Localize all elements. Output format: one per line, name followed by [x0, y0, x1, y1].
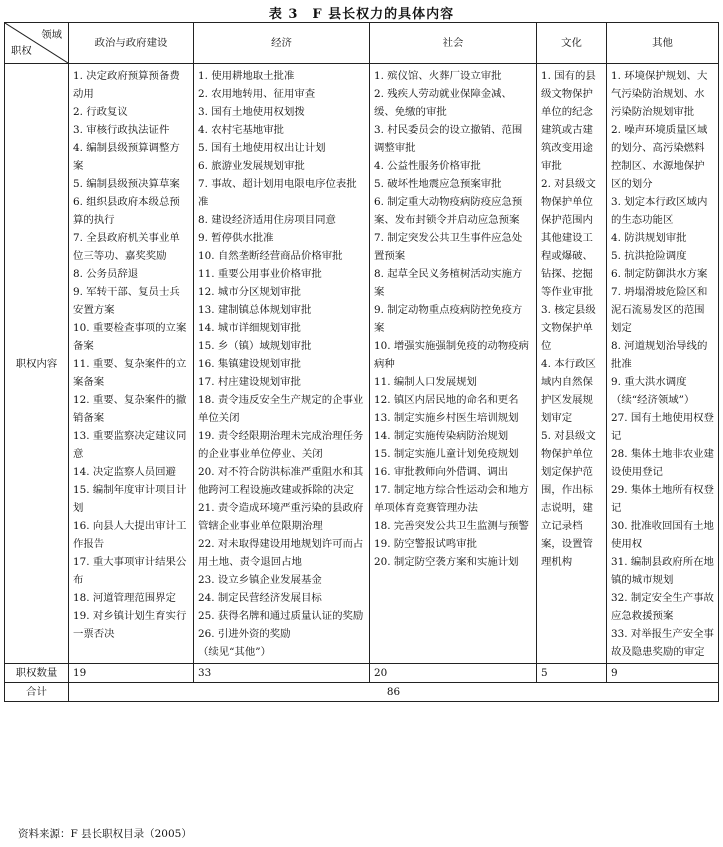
list-item: 25. 获得名牌和通过质量认证的奖励 [198, 610, 364, 622]
list-item: 19. 责令经限期治理未完成治理任务的企业事业单位停业、关闭 [198, 430, 364, 460]
total-value: 86 [69, 683, 719, 702]
list-item: 4. 公益性服务价格审批 [374, 160, 481, 172]
list-item: 5. 破坏性地震应急预案审批 [374, 178, 502, 190]
list-item: 11. 重要公用事业价格审批 [198, 268, 322, 280]
list-item: 4. 防洪规划审批 [611, 232, 687, 244]
list-item: 13. 建制镇总体规划审批 [198, 304, 312, 316]
list-item: 4. 本行政区域内自然保护区发展规划审定 [541, 358, 596, 424]
header-other: 其他 [607, 23, 719, 64]
list-item: 2. 农用地转用、征用审查 [198, 88, 316, 100]
list-item: 11. 编制人口发展规划 [374, 376, 477, 388]
list-item: 27. 国有土地使用权登记 [611, 412, 714, 442]
count-society: 20 [370, 664, 537, 683]
count-economy: 33 [194, 664, 370, 683]
list-item: 3. 村民委员会的设立撤销、范围调整审批 [374, 124, 523, 154]
list-item: 1. 国有的县级文物保护单位的纪念建筑或古建筑改变用途审批 [541, 70, 596, 172]
list-item: 6. 旅游业发展规划审批 [198, 160, 305, 172]
count-culture: 5 [537, 664, 607, 683]
list-item: 9. 暂停供水批准 [198, 232, 274, 244]
list-item: 29. 集体土地所有权登记 [611, 484, 714, 514]
row-label-content: 职权内容 [5, 64, 69, 664]
list-item: 1. 环境保护规划、大气污染防治规划、水污染防治规划审批 [611, 70, 708, 118]
list-item: 8. 河道规划治导线的批准 [611, 340, 708, 370]
list-item: 9. 军转干部、复员士兵安置方案 [73, 286, 180, 316]
cell-politics [69, 64, 194, 664]
list-item: 5. 编制县级预决算草案 [73, 178, 180, 190]
list-item: 32. 制定安全生产事故应急救援预案 [611, 592, 714, 622]
list-item: 17. 村庄建设规划审批 [198, 376, 301, 388]
total-row [5, 683, 719, 702]
list-item: 15. 乡（镇）域规划审批 [198, 340, 312, 352]
list-item: 14. 城市详细规划审批 [198, 322, 301, 334]
list-item: 13. 重要监察决定建议同意 [73, 430, 187, 460]
corner-cell [5, 23, 69, 64]
cell-other [607, 64, 719, 664]
list-item: 4. 编制县级预算调整方案 [73, 142, 180, 172]
list-item: 13. 制定实施乡村医生培训规划 [374, 412, 519, 424]
list-item: 8. 公务员辞退 [73, 268, 139, 280]
list-item: 6. 制定防御洪水方案 [611, 268, 708, 280]
list-item: 7. 全县政府机关事业单位三等功、嘉奖奖励 [73, 232, 180, 262]
list-item: 9. 制定动物重点疫病防控免疫方案 [374, 304, 523, 334]
list-item: 5. 抗洪抢险调度 [611, 250, 687, 262]
list-item: 10. 自然垄断经营商品价格审批 [198, 250, 343, 262]
list-item: 31. 编制县政府所在地镇的城市规划 [611, 556, 714, 586]
corner-top-label: 领域 [41, 29, 62, 41]
list-item: 2. 行政复议 [73, 106, 128, 118]
list-item: 7. 坍塌滑坡危险区和泥石流易发区的范围划定 [611, 286, 708, 334]
list-item: 2. 残疾人劳动就业保障金减、缓、免缴的审批 [374, 88, 512, 118]
count-other: 9 [607, 664, 719, 683]
cell-economy [194, 64, 370, 664]
header-economy: 经济 [194, 23, 370, 64]
list-item: 19. 对乡镇计划生育实行一票否决 [73, 610, 187, 640]
list-item: 15. 制定实施儿童计划免疫规划 [374, 448, 519, 460]
list-item: 19. 防空警报试鸣审批 [374, 538, 477, 550]
list-item: 8. 建设经济适用住房项目同意 [198, 214, 336, 226]
source-note: 资料来源：F 县长职权目录（2005） [18, 828, 192, 840]
list-item: 33. 对举报生产安全事故及隐患奖励的审定 [611, 628, 714, 658]
list-item: 17. 重大事项审计结果公布 [73, 556, 187, 586]
list-item: 3. 划定本行政区域内的生态功能区 [611, 196, 708, 226]
list-item: 3. 审核行政执法证件 [73, 124, 170, 136]
header-culture: 文化 [537, 23, 607, 64]
list-item: 6. 组织县政府本级总预算的执行 [73, 196, 180, 226]
cell-culture [537, 64, 607, 664]
cell-society [370, 64, 537, 664]
content-row [5, 64, 719, 664]
header-row [5, 23, 719, 64]
list-item: 18. 责令违反安全生产规定的企事业单位关闭 [198, 394, 364, 424]
list-item: 26. 引进外资的奖励 [198, 628, 291, 640]
list-item: 8. 起草全民义务植树活动实施方案 [374, 268, 523, 298]
list-item: 2. 对县级文物保护单位保护范围内其他建设工程或爆破、钻探、挖掘等作业审批 [541, 178, 596, 298]
list-item: 23. 设立乡镇企业发展基金 [198, 574, 322, 586]
list-item: 5. 国有土地使用权出让计划 [198, 142, 326, 154]
list-item: 20. 对不符合防洪标准严重阻水和其他跨河工程设施改建或拆除的决定 [198, 466, 364, 496]
list-item: 14. 制定实施传染病防治规划 [374, 430, 509, 442]
list-item: 16. 集镇建设规划审批 [198, 358, 301, 370]
list-item: （续见“其他”） [198, 646, 271, 658]
list-item: 22. 对未取得建设用地规划许可而占用土地、责令退回占地 [198, 538, 364, 568]
count-row [5, 664, 719, 683]
list-item: 17. 制定地方综合性运动会和地方单项体育竞赛管理办法 [374, 484, 529, 514]
list-item: 11. 重要、复杂案件的立案备案 [73, 358, 187, 388]
list-item: （续“经济领域”） [611, 394, 695, 406]
list-item: 16. 审批教师向外借调、调出 [374, 466, 509, 478]
list-item: 3. 国有土地使用权划拨 [198, 106, 305, 118]
list-item: 1. 使用耕地取土批准 [198, 70, 295, 82]
count-politics: 19 [69, 664, 194, 683]
count-label: 职权数量 [5, 664, 69, 683]
list-item: 21. 责令造成环境严重污染的县政府管辖企业事业单位限期治理 [198, 502, 364, 532]
list-item: 28. 集体土地非农业建设使用登记 [611, 448, 714, 478]
list-item: 7. 制定突发公共卫生事件应急处置预案 [374, 232, 523, 262]
list-item: 24. 制定民营经济发展目标 [198, 592, 322, 604]
list-item: 18. 完善突发公共卫生监测与预警 [374, 520, 529, 532]
list-item: 12. 重要、复杂案件的撤销备案 [73, 394, 187, 424]
powers-table [4, 22, 719, 702]
list-item: 18. 河道管理范围界定 [73, 592, 176, 604]
list-item: 9. 重大洪水调度 [611, 376, 687, 388]
list-item: 5. 对县级文物保护单位划定保护范围，作出标志说明，建立记录档案，设置管理机构 [541, 430, 596, 568]
list-item: 16. 向县人大提出审计工作报告 [73, 520, 187, 550]
list-item: 15. 编制年度审计项目计划 [73, 484, 187, 514]
table-title: 表 3 F 县长权力的具体内容 [268, 7, 455, 22]
list-item: 30. 批准收回国有土地使用权 [611, 520, 714, 550]
list-item: 7. 事故、超计划用电限电序位表批准 [198, 178, 357, 208]
corner-bottom-label: 职权 [11, 45, 32, 57]
list-item: 3. 核定县级文物保护单位 [541, 304, 596, 352]
list-item: 12. 镇区内居民地的命名和更名 [374, 394, 519, 406]
list-item: 10. 重要检查事项的立案备案 [73, 322, 187, 352]
list-item: 6. 制定重大动物疫病防疫应急预案、发布封锁令并启动应急预案 [374, 196, 523, 226]
list-item: 12. 城市分区规划审批 [198, 286, 301, 298]
list-item: 1. 殡仪馆、火葬厂设立审批 [374, 70, 502, 82]
list-item: 10. 增强实施强制免疫的动物疫病病种 [374, 340, 529, 370]
list-item: 4. 农村宅基地审批 [198, 124, 284, 136]
total-label: 合计 [5, 683, 69, 702]
header-society: 社会 [370, 23, 537, 64]
header-politics: 政治与政府建设 [69, 23, 194, 64]
list-item: 14. 决定监察人员回避 [73, 466, 176, 478]
list-item: 1. 决定政府预算预备费动用 [73, 70, 180, 100]
list-item: 20. 制定防空袭方案和实施计划 [374, 556, 519, 568]
list-item: 2. 噪声环境质量区域的划分、高污染燃料控制区、水源地保护区的划分 [611, 124, 708, 190]
